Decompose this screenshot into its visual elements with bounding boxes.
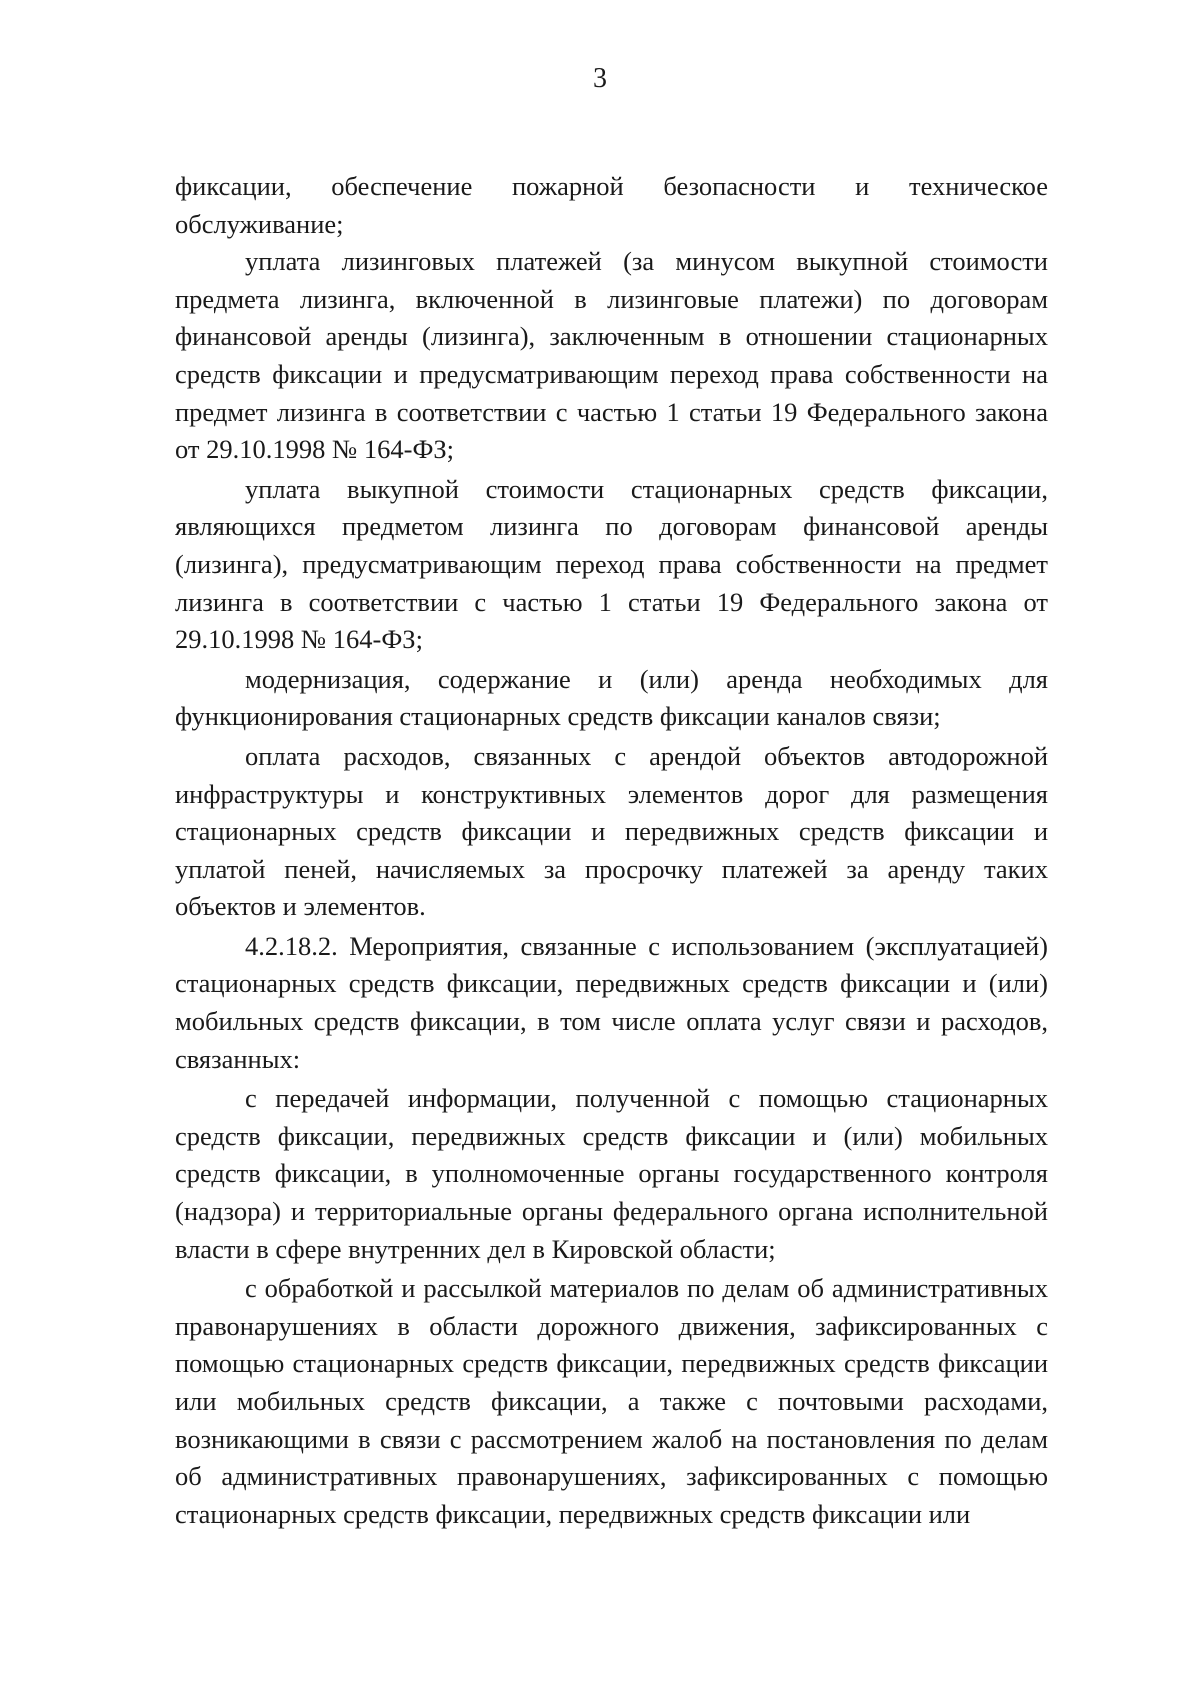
paragraph-rent-expenses: оплата расходов, связанных с арендой объектов автодорожной инфраструктуры и конструктивных элементов дорог для размещения стационарных средств фиксации и передвижных средств фиксации и уплатой пеней, начисляемых за просрочку платежей за аренду таких объектов и элементов. (175, 740, 1048, 922)
paragraph-section-4-2-18-2: 4.2.18.2. Мероприятия, связанные с использованием (эксплуатацией) стационарных средств фиксации, передвижных средств фиксации и (или) мобильных средств фиксации, в том числе оплата услуг связи и расходов, связанных: (175, 930, 1048, 1074)
paragraph-leasing-payments: уплата лизинговых платежей (за минусом выкупной стоимости предмета лизинга, включенной в лизинговые платежи) по договорам финансовой аренды (лизинга), заключенным в отношении стационарных средств фиксации и предусматривающим переход права собственности на предмет лизинга в соответствии с частью 1 статьи 19 Федерального закона от 29.10.1998 № 164-ФЗ; (175, 246, 1048, 465)
paragraph-continuation: фиксации, обеспечение пожарной безопасности и техническое обслуживание; (175, 171, 1048, 239)
page-number: 3 (593, 63, 607, 94)
paragraph-information-transfer: с передачей информации, полученной с помощью стационарных средств фиксации, передвижных средств фиксации и (или) мобильных средств фиксации, в уполномоченные органы государственного контроля (надзора) и территориальные органы федерального органа исполнительной власти в сфере внутренних дел в Кировской области; (175, 1083, 1048, 1264)
paragraph-materials-processing: с обработкой и рассылкой материалов по делам об административных правонарушениях в области дорожного движения, зафиксированных с помощью стационарных средств фиксации, передвижных средств фиксации или мобильных средств фиксации, а также с почтовыми расходами, возникающими в связи с рассмотрением жалоб на постановления по делам об административных правонарушениях, зафиксированных с помощью стационарных средств фиксации, передвижных средств фиксации или (175, 1273, 1048, 1529)
document-body (175, 168, 1048, 1533)
paragraph-communication-channels: модернизация, содержание и (или) аренда необходимых для функционирования стационарных средств фиксации каналов связи; (175, 663, 1048, 732)
paragraph-buyout-cost: уплата выкупной стоимости стационарных средств фиксации, являющихся предметом лизинга по договорам финансовой аренды (лизинга), предусматривающим переход права собственности на предмет лизинга в соответствии с частью 1 статьи 19 Федерального закона от 29.10.1998 № 164-ФЗ; (175, 473, 1048, 655)
